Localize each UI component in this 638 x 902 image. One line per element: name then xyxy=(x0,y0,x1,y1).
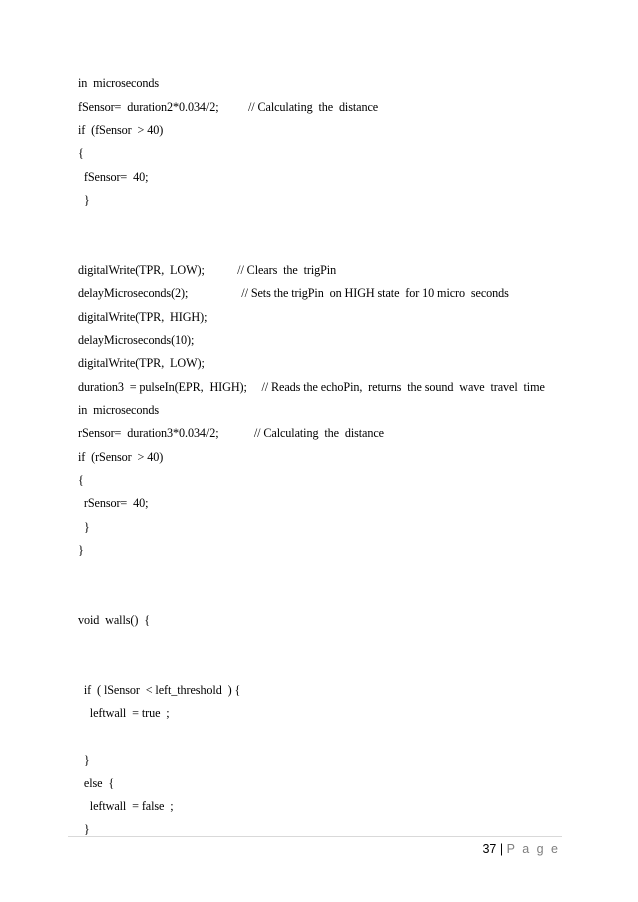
footer-separator: | xyxy=(499,842,504,856)
code-line: } xyxy=(78,520,90,534)
code-line: else { xyxy=(78,776,115,790)
code-line: fSensor= 40; xyxy=(78,170,149,184)
code-line: duration3 = pulseIn(EPR, HIGH); // Reads the echoPin, returns the sound wave travel time xyxy=(78,380,545,394)
code-line: in microseconds xyxy=(78,403,159,417)
code-line: leftwall = true ; xyxy=(78,706,170,720)
code-line: } xyxy=(78,753,90,767)
code-line: void walls() { xyxy=(78,613,150,627)
page-footer xyxy=(482,842,560,856)
footer-divider xyxy=(68,836,562,837)
code-line: if ( lSensor < left_threshold ) { xyxy=(78,683,241,697)
code-line: } xyxy=(78,193,90,207)
code-line: { xyxy=(78,473,84,487)
code-line: delayMicroseconds(10); xyxy=(78,333,195,347)
code-line: rSensor= duration3*0.034/2; // Calculating the distance xyxy=(78,426,384,440)
code-line: leftwall = false ; xyxy=(78,799,174,813)
code-line: digitalWrite(TPR, LOW); xyxy=(78,356,205,370)
page-number: 37 xyxy=(482,842,497,856)
code-line: } xyxy=(78,543,84,557)
code-line: in microseconds xyxy=(78,76,159,90)
code-line: if (rSensor > 40) xyxy=(78,450,164,464)
code-line: rSensor= 40; xyxy=(78,496,149,510)
code-line: fSensor= duration2*0.034/2; // Calculating the distance xyxy=(78,100,379,114)
code-line: } xyxy=(78,822,90,836)
code-line: if (fSensor > 40) xyxy=(78,123,164,137)
code-line: delayMicroseconds(2); // Sets the trigPin on HIGH state for 10 micro seconds xyxy=(78,286,509,300)
code-line: { xyxy=(78,146,84,160)
code-line: digitalWrite(TPR, LOW); // Clears the trigPin xyxy=(78,263,337,277)
page-label: P a g e xyxy=(506,842,560,856)
code-line: digitalWrite(TPR, HIGH); xyxy=(78,310,208,324)
